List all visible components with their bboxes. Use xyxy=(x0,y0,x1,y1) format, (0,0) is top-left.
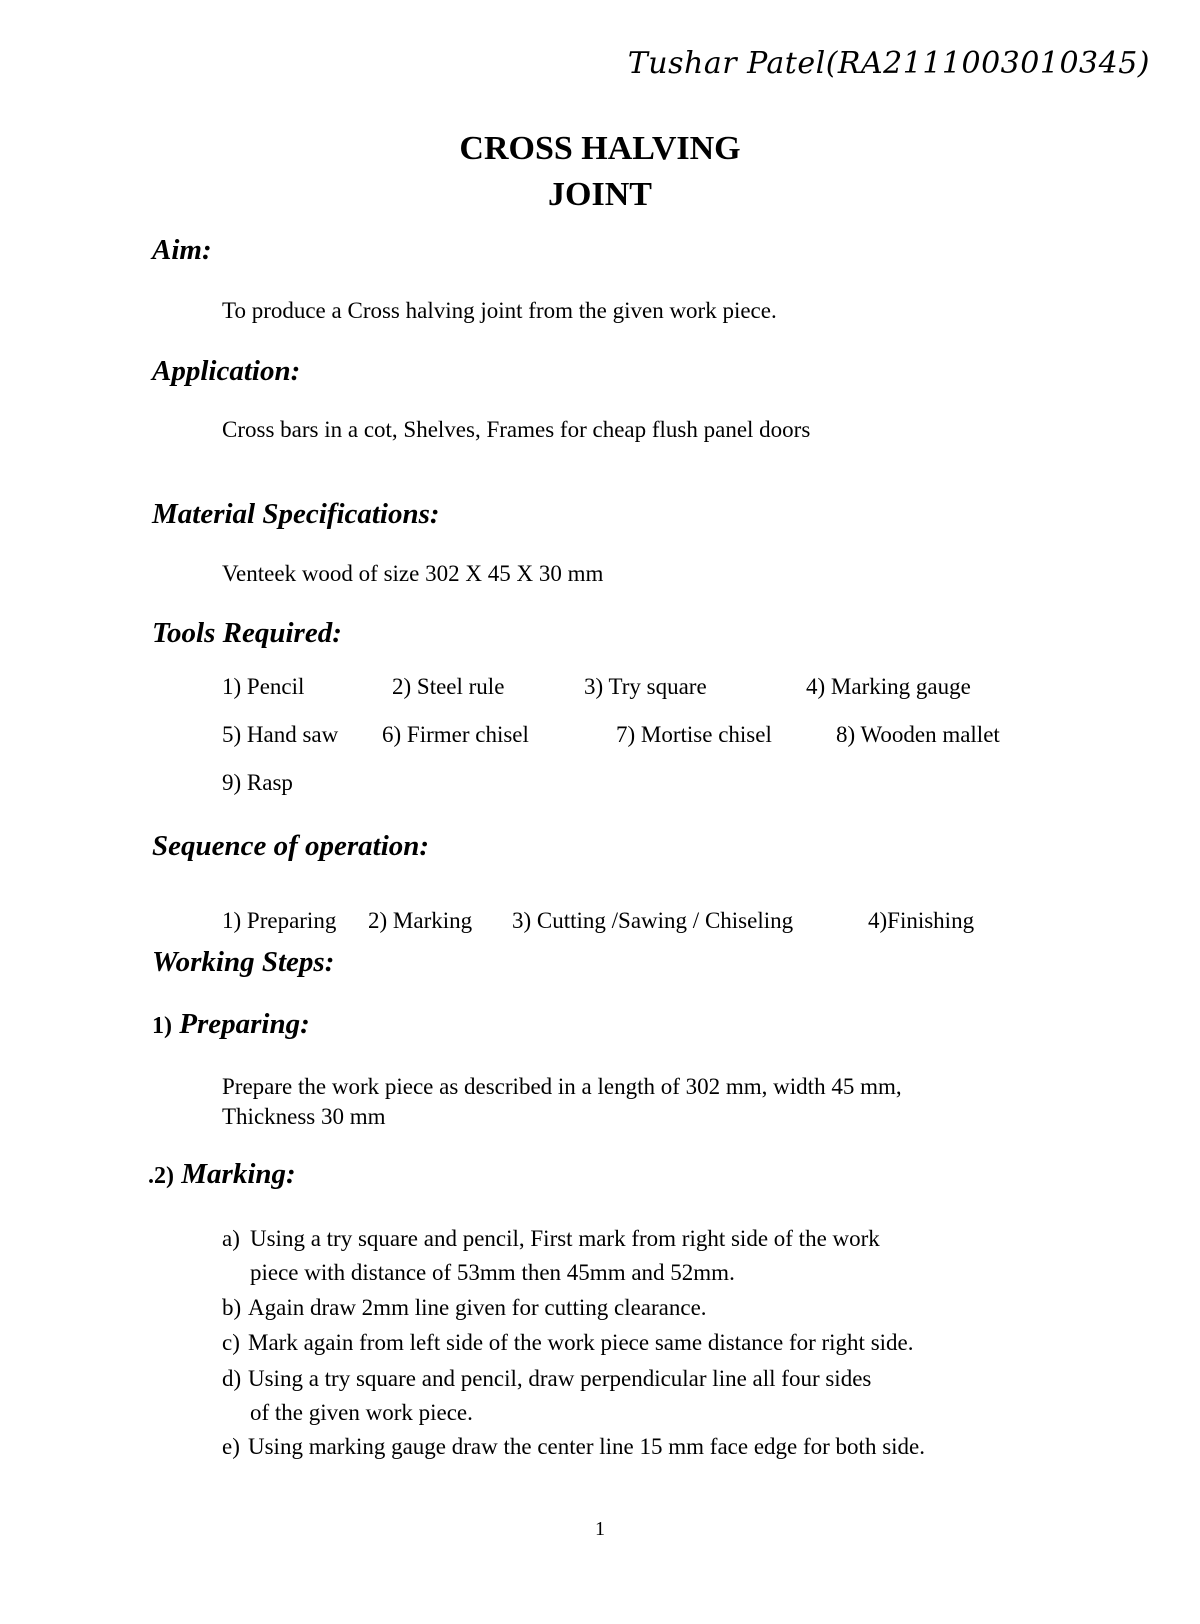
preparing-text-line2: Thickness 30 mm xyxy=(222,1104,386,1129)
document-title-line2: JOINT xyxy=(548,176,652,213)
marking-item-text-cont: of the given work piece. xyxy=(250,1400,473,1425)
tool-item: 3) Try square xyxy=(584,674,707,699)
tool-item: 6) Firmer chisel xyxy=(382,722,529,747)
tool-item: 9) Rasp xyxy=(222,770,293,795)
marking-item-label: c) xyxy=(222,1330,240,1355)
step-preparing-heading xyxy=(152,1008,310,1041)
marking-item-text: Using marking gauge draw the center line 15 mm face edge for both side. xyxy=(248,1434,925,1459)
marking-item-text: Using a try square and pencil, draw perpendicular line all four sides xyxy=(248,1366,872,1391)
marking-item-text: Again draw 2mm line given for cutting clearance. xyxy=(248,1295,707,1320)
tool-item: 1) Pencil xyxy=(222,674,305,699)
marking-item-label: d) xyxy=(222,1366,242,1391)
tool-item: 8) Wooden mallet xyxy=(836,722,1000,747)
marking-item-text-cont: piece with distance of 53mm then 45mm and 52mm. xyxy=(250,1260,735,1285)
step-title: Preparing: xyxy=(179,1008,310,1040)
application-heading: Application: xyxy=(152,355,301,387)
application-text: Cross bars in a cot, Shelves, Frames for cheap flush panel doors xyxy=(222,417,811,442)
working-steps-heading: Working Steps: xyxy=(152,946,335,978)
preparing-text-line1: Prepare the work piece as described in a length of 302 mm, width 45 mm, xyxy=(222,1074,902,1099)
sequence-heading: Sequence of operation: xyxy=(152,830,430,862)
document-title-line1: CROSS HALVING xyxy=(459,130,741,167)
marking-item-label: e) xyxy=(222,1434,240,1459)
aim-heading: Aim: xyxy=(152,234,212,266)
page-number: 1 xyxy=(595,1518,605,1540)
marking-item-text: Mark again from left side of the work piece same distance for right side. xyxy=(248,1330,914,1355)
step-marking-heading xyxy=(148,1158,296,1191)
author-signature: Tushar Patel(RA2111003010345) xyxy=(627,46,1150,81)
step-number: 1) xyxy=(152,1013,172,1039)
sequence-item: 4)Finishing xyxy=(868,908,975,933)
marking-item-label: a) xyxy=(222,1226,240,1251)
sequence-item: 3) Cutting /Sawing / Chiseling xyxy=(512,908,794,933)
tool-item: 4) Marking gauge xyxy=(806,674,971,699)
material-text: Venteek wood of size 302 X 45 X 30 mm xyxy=(222,561,604,586)
marking-item-text: Using a try square and pencil, First mark from right side of the work xyxy=(250,1226,880,1251)
tool-item: 5) Hand saw xyxy=(222,722,339,747)
marking-item-label: b) xyxy=(222,1295,242,1320)
step-title: Marking: xyxy=(181,1158,296,1190)
aim-text: To produce a Cross halving joint from the given work piece. xyxy=(222,298,777,323)
tool-item: 2) Steel rule xyxy=(392,674,505,699)
sequence-item: 1) Preparing xyxy=(222,908,337,933)
material-heading: Material Specifications: xyxy=(152,498,440,530)
tools-heading: Tools Required: xyxy=(152,617,342,649)
sequence-item: 2) Marking xyxy=(368,908,473,933)
tool-item: 7) Mortise chisel xyxy=(616,722,772,747)
step-number: .2) xyxy=(148,1163,174,1189)
